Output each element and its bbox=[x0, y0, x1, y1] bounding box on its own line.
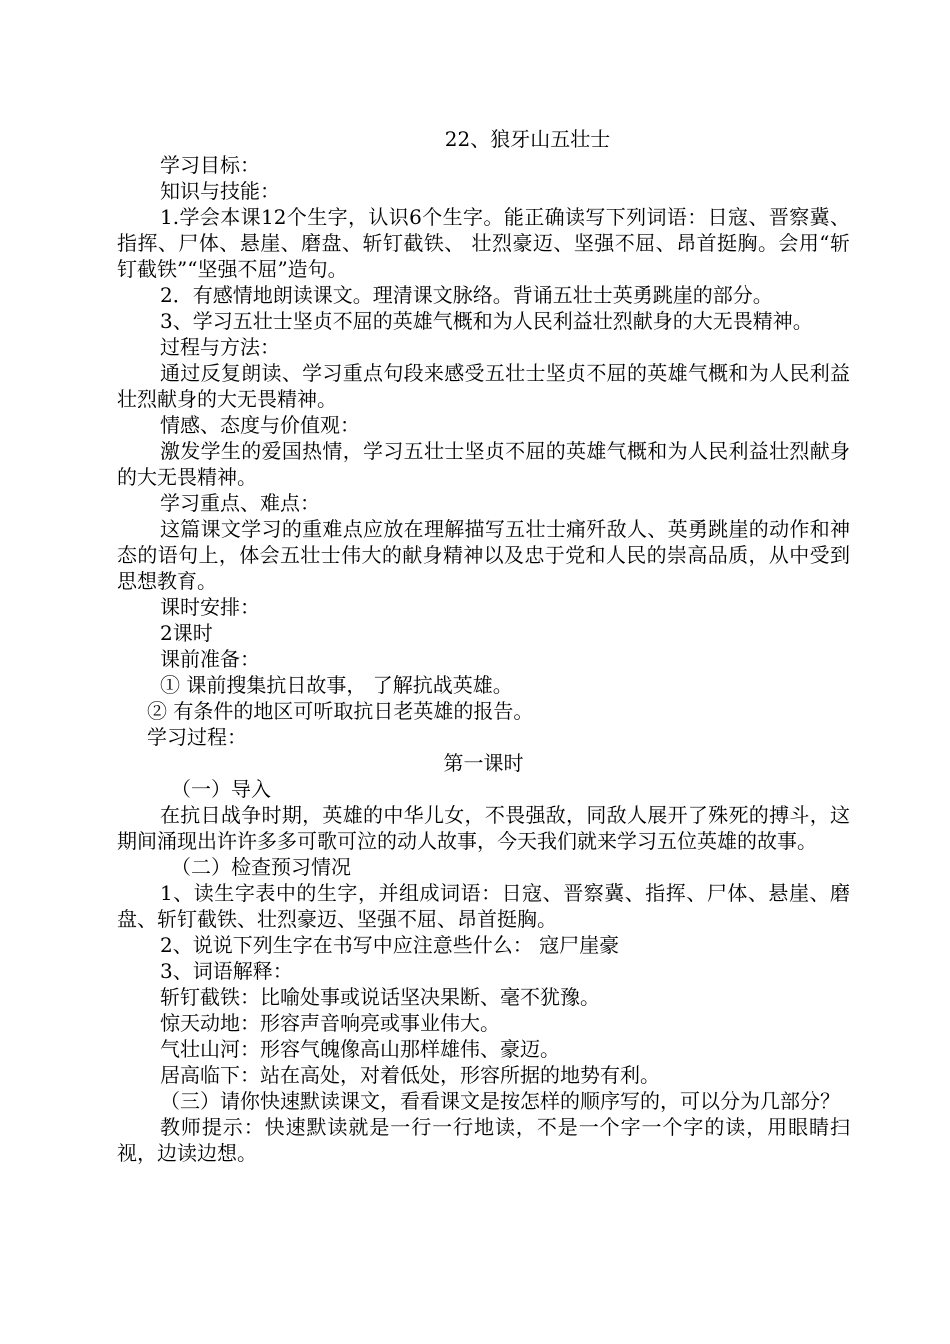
paragraph: 居高临下：站在高处，对着低处，形容所据的地势有利。 bbox=[160, 1063, 660, 1087]
paragraph: 在抗日战争时期，英雄的中华儿女，不畏强敌，同敌人展开了殊死的搏斗，这期间涌现出许许多多可歌可泣的动人故事，今天我们就来学习五位英雄的故事。 bbox=[117, 803, 850, 853]
paragraph: 知识与技能： bbox=[160, 179, 280, 203]
paragraph: 情感、态度与价值观： bbox=[160, 413, 360, 437]
paragraph: ① 课前搜集抗日故事， 了解抗战英雄。 bbox=[160, 673, 513, 697]
paragraph: 学习目标： bbox=[160, 153, 260, 177]
paragraph: （一）导入 bbox=[171, 777, 271, 801]
paragraph: 2、说说下列生字在书写中应注意些什么： 寇尸崖豪 bbox=[160, 933, 620, 957]
paragraph: 1、读生字表中的生字，并组成词语：日寇、晋察冀、指挥、尸体、悬崖、磨盘、斩钉截铁、壮烈豪迈、坚强不屈、昂首挺胸。 bbox=[117, 881, 850, 931]
paragraph: （三）请你快速默读课文，看看课文是按怎样的顺序写的，可以分为几部分？ bbox=[160, 1089, 840, 1113]
paragraph: 3、词语解释： bbox=[160, 959, 293, 983]
paragraph: 通过反复朗读、学习重点句段来感受五壮士坚贞不屈的英雄气概和为人民利益壮烈献身的大无畏精神。 bbox=[117, 361, 850, 411]
paragraph: 课前准备： bbox=[160, 647, 260, 671]
paragraph: 3、学习五壮士坚贞不屈的英雄气概和为人民利益壮烈献身的大无畏精神。 bbox=[160, 309, 813, 333]
paragraph: 这篇课文学习的重难点应放在理解描写五壮士痛歼敌人、英勇跳崖的动作和神态的语句上，体会五壮士伟大的献身精神以及忠于党和人民的崇高品质，从中受到思想教育。 bbox=[117, 517, 850, 593]
document-title: 22、狼牙山五壮士 bbox=[444, 127, 611, 151]
paragraph: 教师提示：快速默读就是一行一行地读，不是一个字一个字的读，用眼睛扫视，边读边想。 bbox=[117, 1115, 850, 1165]
paragraph: 课时安排： bbox=[160, 595, 260, 619]
paragraph: 斩钉截铁：比喻处事或说话坚决果断、毫不犹豫。 bbox=[160, 985, 600, 1009]
paragraph: 2．有感情地朗读课文。理清课文脉络。背诵五壮士英勇跳崖的部分。 bbox=[160, 283, 773, 307]
paragraph: 学习重点、难点： bbox=[160, 491, 320, 515]
paragraph: 第一课时 bbox=[443, 751, 524, 775]
paragraph: 惊天动地：形容声音响亮或事业伟大。 bbox=[160, 1011, 500, 1035]
paragraph: 过程与方法： bbox=[160, 335, 280, 359]
paragraph: 气壮山河：形容气魄像高山那样雄伟、豪迈。 bbox=[160, 1037, 560, 1061]
paragraph: （二）检查预习情况 bbox=[171, 855, 351, 879]
paragraph: ② 有条件的地区可听取抗日老英雄的报告。 bbox=[147, 699, 534, 723]
paragraph: 激发学生的爱国热情，学习五壮士坚贞不屈的英雄气概和为人民利益壮烈献身的大无畏精神。 bbox=[117, 439, 850, 489]
document-body bbox=[117, 152, 850, 1166]
paragraph: 2课时 bbox=[160, 621, 213, 645]
paragraph: 学习过程： bbox=[147, 725, 247, 749]
paragraph: 1.学会本课12个生字，认识6个生字。能正确读写下列词语：日寇、晋察冀、指挥、尸体、悬崖、磨盘、斩钉截铁、 壮烈豪迈、坚强不屈、昂首挺胸。会用“斩钉截铁”“坚强不屈”造句。 bbox=[117, 205, 850, 281]
